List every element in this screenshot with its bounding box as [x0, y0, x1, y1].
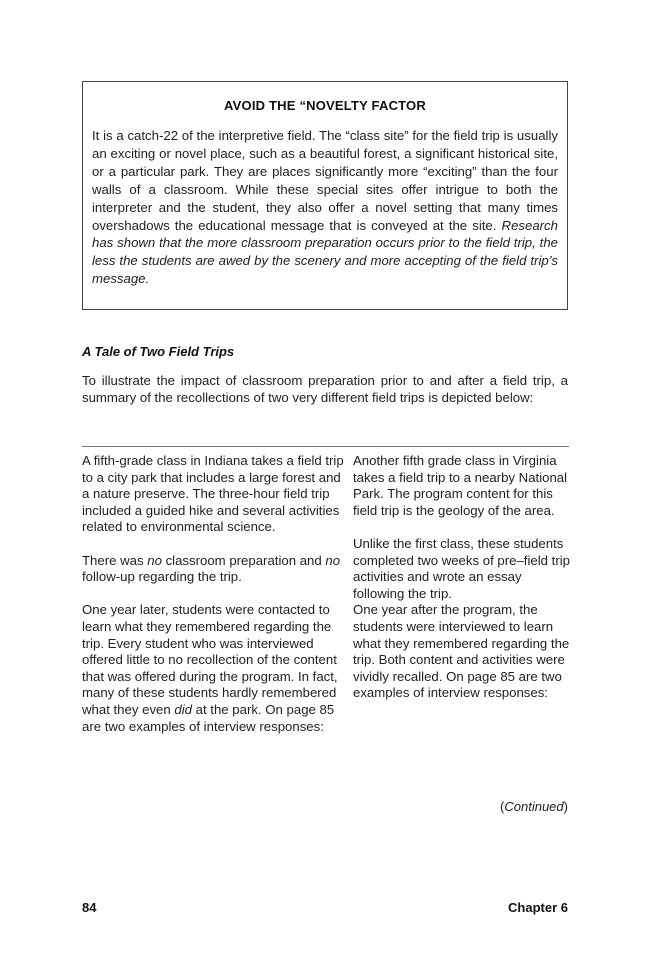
section-intro: To illustrate the impact of classroom preparation prior to and after a field trip, a summary of the recollections of two very different field trips is depicted below: [82, 373, 568, 406]
continued-label: Continued [504, 799, 564, 814]
chapter-label: Chapter 6 [508, 900, 568, 915]
left-p2-text-c: follow-up regarding the trip. [82, 569, 242, 585]
right-column [353, 453, 573, 702]
continued-note [500, 799, 568, 814]
left-p2-emphasis-2: no [325, 552, 341, 568]
continued-close: ) [563, 799, 568, 814]
left-p3-text-b: at the park. On page 85 are two examples of interview responses: [82, 701, 335, 734]
section-title: A Tale of Two Field Trips [82, 344, 235, 359]
left-paragraph-1: A fifth-grade class in Indiana takes a field trip to a city park that includes a large forest and a nature preserve. The three-hour field trip included a guided hike and several activities related to environmental science. [82, 453, 344, 535]
left-paragraph-2 [82, 553, 344, 586]
left-p3-emphasis: did [174, 701, 192, 717]
left-p2-text-a: There was [82, 552, 148, 568]
sidebar-box-body [92, 127, 558, 288]
right-paragraph-1: Another fifth grade class in Virginia takes a field trip to a nearby National Park. The program content for this field trip is the geology of the area. [353, 453, 568, 518]
page-number: 84 [82, 900, 97, 915]
left-p2-emphasis-1: no [147, 552, 162, 568]
sidebar-box-body-emphasis: Research has shown that the more classroom preparation occurs prior to the field trip, the less the students are awed by the scenery and more accepting of the field trip’s message. [92, 217, 558, 287]
sidebar-box [82, 81, 568, 310]
right-paragraph-2: Unlike the first class, these students completed two weeks of pre–field trip activities and wrote an essay following the trip. [353, 535, 570, 601]
sidebar-box-title: AVOID THE “NOVELTY FACTOR [224, 98, 426, 113]
continued-open: ( [500, 799, 505, 814]
divider [82, 446, 569, 447]
right-paragraph-3: One year after the program, the students were interviewed to learn what they remembered regarding the trip. Both content and activities were vividly recalled. On page 85 are two examples of interview responses: [353, 602, 570, 701]
left-paragraph-3 [82, 602, 344, 735]
left-column [82, 453, 344, 735]
left-p2-text-b: classroom preparation and [161, 552, 326, 568]
sidebar-box-body-text: It is a catch-22 of the interpretive field. The “class site” for the field trip is usually an exciting or novel place, such as a beautiful forest, a significant historical site, or a particular park. They are places significantly more “exciting” than the four walls of a classroom. While these special sites offer intrigue to both the interpreter and the student, they also offer a novel setting that many times overshadows the educational message that is conveyed at the site. [92, 128, 558, 233]
left-p3-text-a: One year later, students were contacted to learn what they remembered regarding the trip. Every student who was interviewed offered little to no recollection of the content that was offered during the program. In fact, many of these students hardly remembered what they even [82, 602, 338, 717]
